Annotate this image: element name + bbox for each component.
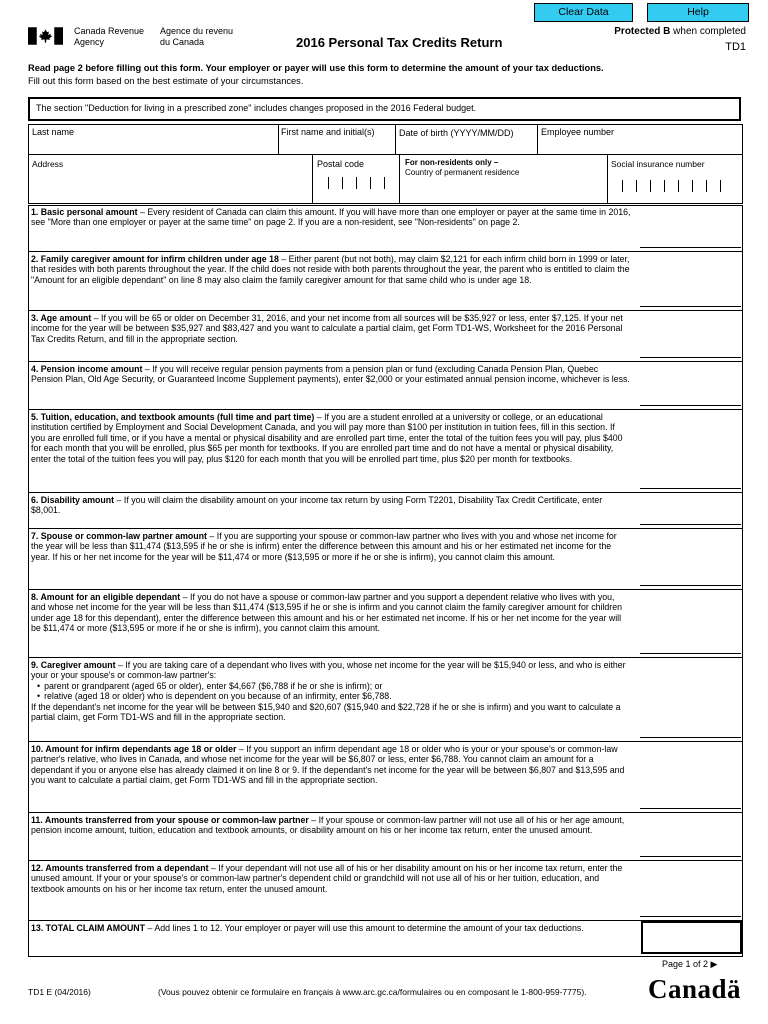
caregiver-bullet: • relative (aged 18 or older) who is dependent on you because of an infirmity, enter $6,788.	[37, 691, 631, 701]
claim-amount-input-7[interactable]	[640, 585, 741, 586]
caregiver-bullet: • parent or grandparent (aged 65 or older), enter $4,667 ($6,788 if he or she is infirm); or	[37, 681, 631, 691]
claim-section-text: 3. Age amount – If you will be 65 or older on December 31, 2016, and your net income from all sources will be $35,927 or less, enter $7,125. If your net income for the year will be between $35,927 and $83,427 and you want to calculate a partial claim, get Form TD1-WS, Worksheet for the 2016 Personal Tax Credits Return, and fill in the appropriate section.	[31, 313, 623, 344]
identification-box	[28, 124, 743, 204]
intro-note: Fill out this form based on the best estimate of your circumstances.	[28, 76, 304, 86]
claim-section-text: 7. Spouse or common-law partner amount – If you are supporting your spouse or common-law partner who lives with you and whose net income for the year will be less than $11,474 ($13,595 if he or she is infirm) enter the difference between this amount and his or her estimated net income for the year. If his or her net income for the year will be $11,474 or more ($13,595 or more if he or she is infirm), you cannot claim this amount.	[31, 531, 617, 562]
claim-amount-input-4[interactable]	[640, 405, 741, 406]
form-code: TD1 E (04/2016)	[28, 987, 91, 997]
agency-name-fr: Agence du revenu du Canada	[160, 26, 234, 47]
claim-section-text: 10. Amount for infirm dependants age 18 or older – If you support an infirm dependant age 18 or older who is your or your spouse's or common-law partner's relative, who lives in Canada, and whose net income for the year will be $6,807 or less, enter $6,788. You cannot claim an amount for a dependant if you or anyone else has already claimed it on line 8 or 9. If the dependant's net income for the year will be between $6,807 and $13,595 and you want to calculate a partial claim, get Form TD1-WS and fill in the appropriate section.	[31, 744, 625, 786]
claim-section-text: 1. Basic personal amount – Every resident of Canada can claim this amount. If you will have more than one employer or payer at the same time in 2016, see "More than one employer or payer at the same time" on page 2. If you are a non-resident, see "Non-residents" on page 2.	[31, 207, 631, 228]
clear-data-button[interactable]: Clear Data	[534, 3, 633, 22]
form-title: 2016 Personal Tax Credits Return	[296, 35, 503, 50]
claim-section-1	[28, 205, 743, 252]
total-claim-amount-input[interactable]	[641, 921, 742, 954]
claim-section-9	[28, 658, 743, 742]
protected-label: Protected B when completed	[614, 26, 746, 37]
claim-section-text: 4. Pension income amount – If you will receive regular pension payments from a pension plan or fund (excluding Canada Pension Plan, Quebec Pension Plan, Old Age Security, or Guaranteed Income Supplement payments), enter $2,000 or your estimated annual pension income, whichever is less.	[31, 364, 630, 385]
claim-amount-input-6[interactable]	[640, 524, 741, 525]
claim-amount-input-12[interactable]	[640, 916, 741, 917]
employee-number-field[interactable]: Employee number	[541, 127, 615, 137]
claim-section-text: 8. Amount for an eligible dependant – If you do not have a spouse or common-law partner and you support a dependent relative who lives with you, and whose net income for the year will be less than $11,474 ($13,595 if he or she is infirm and you cannot claim the family caregiver amount for children under age 18 for this dependant), enter the difference between this amount and his or her estimated net income. If his or her net income for the year will be $11,474 or more ($13,595 or more if he or she is infirm), you cannot claim this amount.	[31, 592, 623, 634]
claim-section-text: 2. Family caregiver amount for infirm children under age 18 – Either parent (but not both), may claim $2,121 for each infirm child born in 1999 or later, that resides with both parents throughout the year. If the child does not reside with both parents throughout the year, the parent who is entitled to claim the "Amount for an eligible dependant" on line 8 may also claim the family caregiver amount for that same child who is under age 18.	[31, 254, 630, 285]
claim-amount-input-11[interactable]	[640, 856, 741, 857]
claim-section-3	[28, 311, 743, 362]
budget-notice: The section "Deduction for living in a prescribed zone" includes changes proposed in the 2016 Federal budget.	[28, 97, 741, 121]
claim-amount-input-3[interactable]	[640, 357, 741, 358]
last-name-field[interactable]: Last name	[32, 127, 75, 137]
claim-section-text: 11. Amounts transferred from your spouse or common-law partner – If your spouse or common-law partner will not use all of his or her age amount, pension income amount, tuition, education and textbook amounts, or disability amount on his or her income tax return, enter the unused amount.	[31, 815, 625, 836]
address-field[interactable]: Address	[32, 159, 64, 169]
intro-instruction: Read page 2 before filling out this form. Your employer or payer will use this form to determine the amount of your tax deductions.	[28, 63, 604, 73]
claim-section-13	[28, 921, 743, 957]
canada-flag-icon	[28, 27, 63, 45]
postal-code-field[interactable]: Postal code	[317, 159, 365, 169]
claim-section-text: 6. Disability amount – If you will claim the disability amount on your income tax return by using Form T2201, Disability Tax Credit Certificate, enter $8,001.	[31, 495, 603, 516]
claim-amount-input-10[interactable]	[640, 808, 741, 809]
claim-section-2	[28, 252, 743, 311]
non-resident-country-field[interactable]: For non-residents only – Country of permanent residence	[405, 158, 520, 177]
agency-name-en: Canada Revenue Agency	[74, 26, 145, 47]
help-button[interactable]: Help	[647, 3, 749, 22]
claim-section-text: 5. Tuition, education, and textbook amounts (full time and part time) – If you are a student enrolled at a university or college, or an educational institution certified by Employment and Social Development Canada, and you will pay more than $100 per institution in tuition fees, fill in this section. If you are enrolled full time, or if you have a mental or physical disability and are enrolled part time, enter the total of the tuition fees you will pay, plus $400 for each month that you will be enrolled, plus $65 per month for textbooks. If you are enrolled part time and do not have a mental or physical disability, enter the total of the tuition fees you will pay, plus $120 for each month that you will be enrolled part time, plus $20 per month for textbooks.	[31, 412, 623, 464]
claim-amount-input-9[interactable]	[640, 737, 741, 738]
claim-section-5	[28, 410, 743, 493]
claim-section-11	[28, 813, 743, 861]
claim-amount-input-2[interactable]	[640, 306, 741, 307]
claim-section-4	[28, 362, 743, 410]
claim-section-10	[28, 742, 743, 813]
claim-section-text: 13. TOTAL CLAIM AMOUNT – Add lines 1 to 12. Your employer or payer will use this amount to determine the amount of your tax deductions.	[31, 923, 584, 933]
form-id: TD1	[725, 41, 746, 53]
first-name-field[interactable]: First name and initial(s)	[281, 127, 375, 137]
claim-section-text: 12. Amounts transferred from a dependant – If your dependant will not use all of his or her disability amount on his or her income tax return, enter the unused amount. If your or your spouse's or common-law partner's dependent child or grandchild will not use all of his or her tuition, education, and textbook amounts on his or her income tax return, enter the unused amount.	[31, 863, 623, 894]
canada-wordmark: Canadä	[648, 974, 742, 1004]
claim-amount-input-8[interactable]	[640, 653, 741, 654]
claim-section-8	[28, 590, 743, 658]
claim-section-text: 9. Caregiver amount – If you are taking care of a dependant who lives with you, whose net income for the year will be $15,940 or less, and who is either your or your spouse's or common-law partner's: • parent or grandparent (aged 65 or older), enter $4,667 ($6,788 if he or she is infirm); or • relative (aged 18 or older) who is dependent on you because of an infirmity, enter $6,788. If the dependant's net income for the year will be between $15,940 and $20,607 ($15,940 and $22,728 if he or she is infirm) and you want to calculate a partial claim, get Form TD1-WS and fill in the appropriate section.	[31, 660, 631, 722]
claim-section-7	[28, 529, 743, 590]
sin-field[interactable]: Social insurance number	[611, 159, 705, 169]
claim-section-12	[28, 861, 743, 921]
page-indicator: Page 1 of 2 ▶	[662, 959, 718, 969]
date-of-birth-field[interactable]: Date of birth (YYYY/MM/DD)	[399, 128, 514, 138]
claim-section-6	[28, 493, 743, 529]
claim-amount-input-1[interactable]	[640, 247, 741, 248]
french-version-note: (Vous pouvez obtenir ce formulaire en français à www.arc.gc.ca/formulaires ou en composant le 1-800-959-7775).	[158, 987, 587, 997]
claim-amount-input-5[interactable]	[640, 488, 741, 489]
